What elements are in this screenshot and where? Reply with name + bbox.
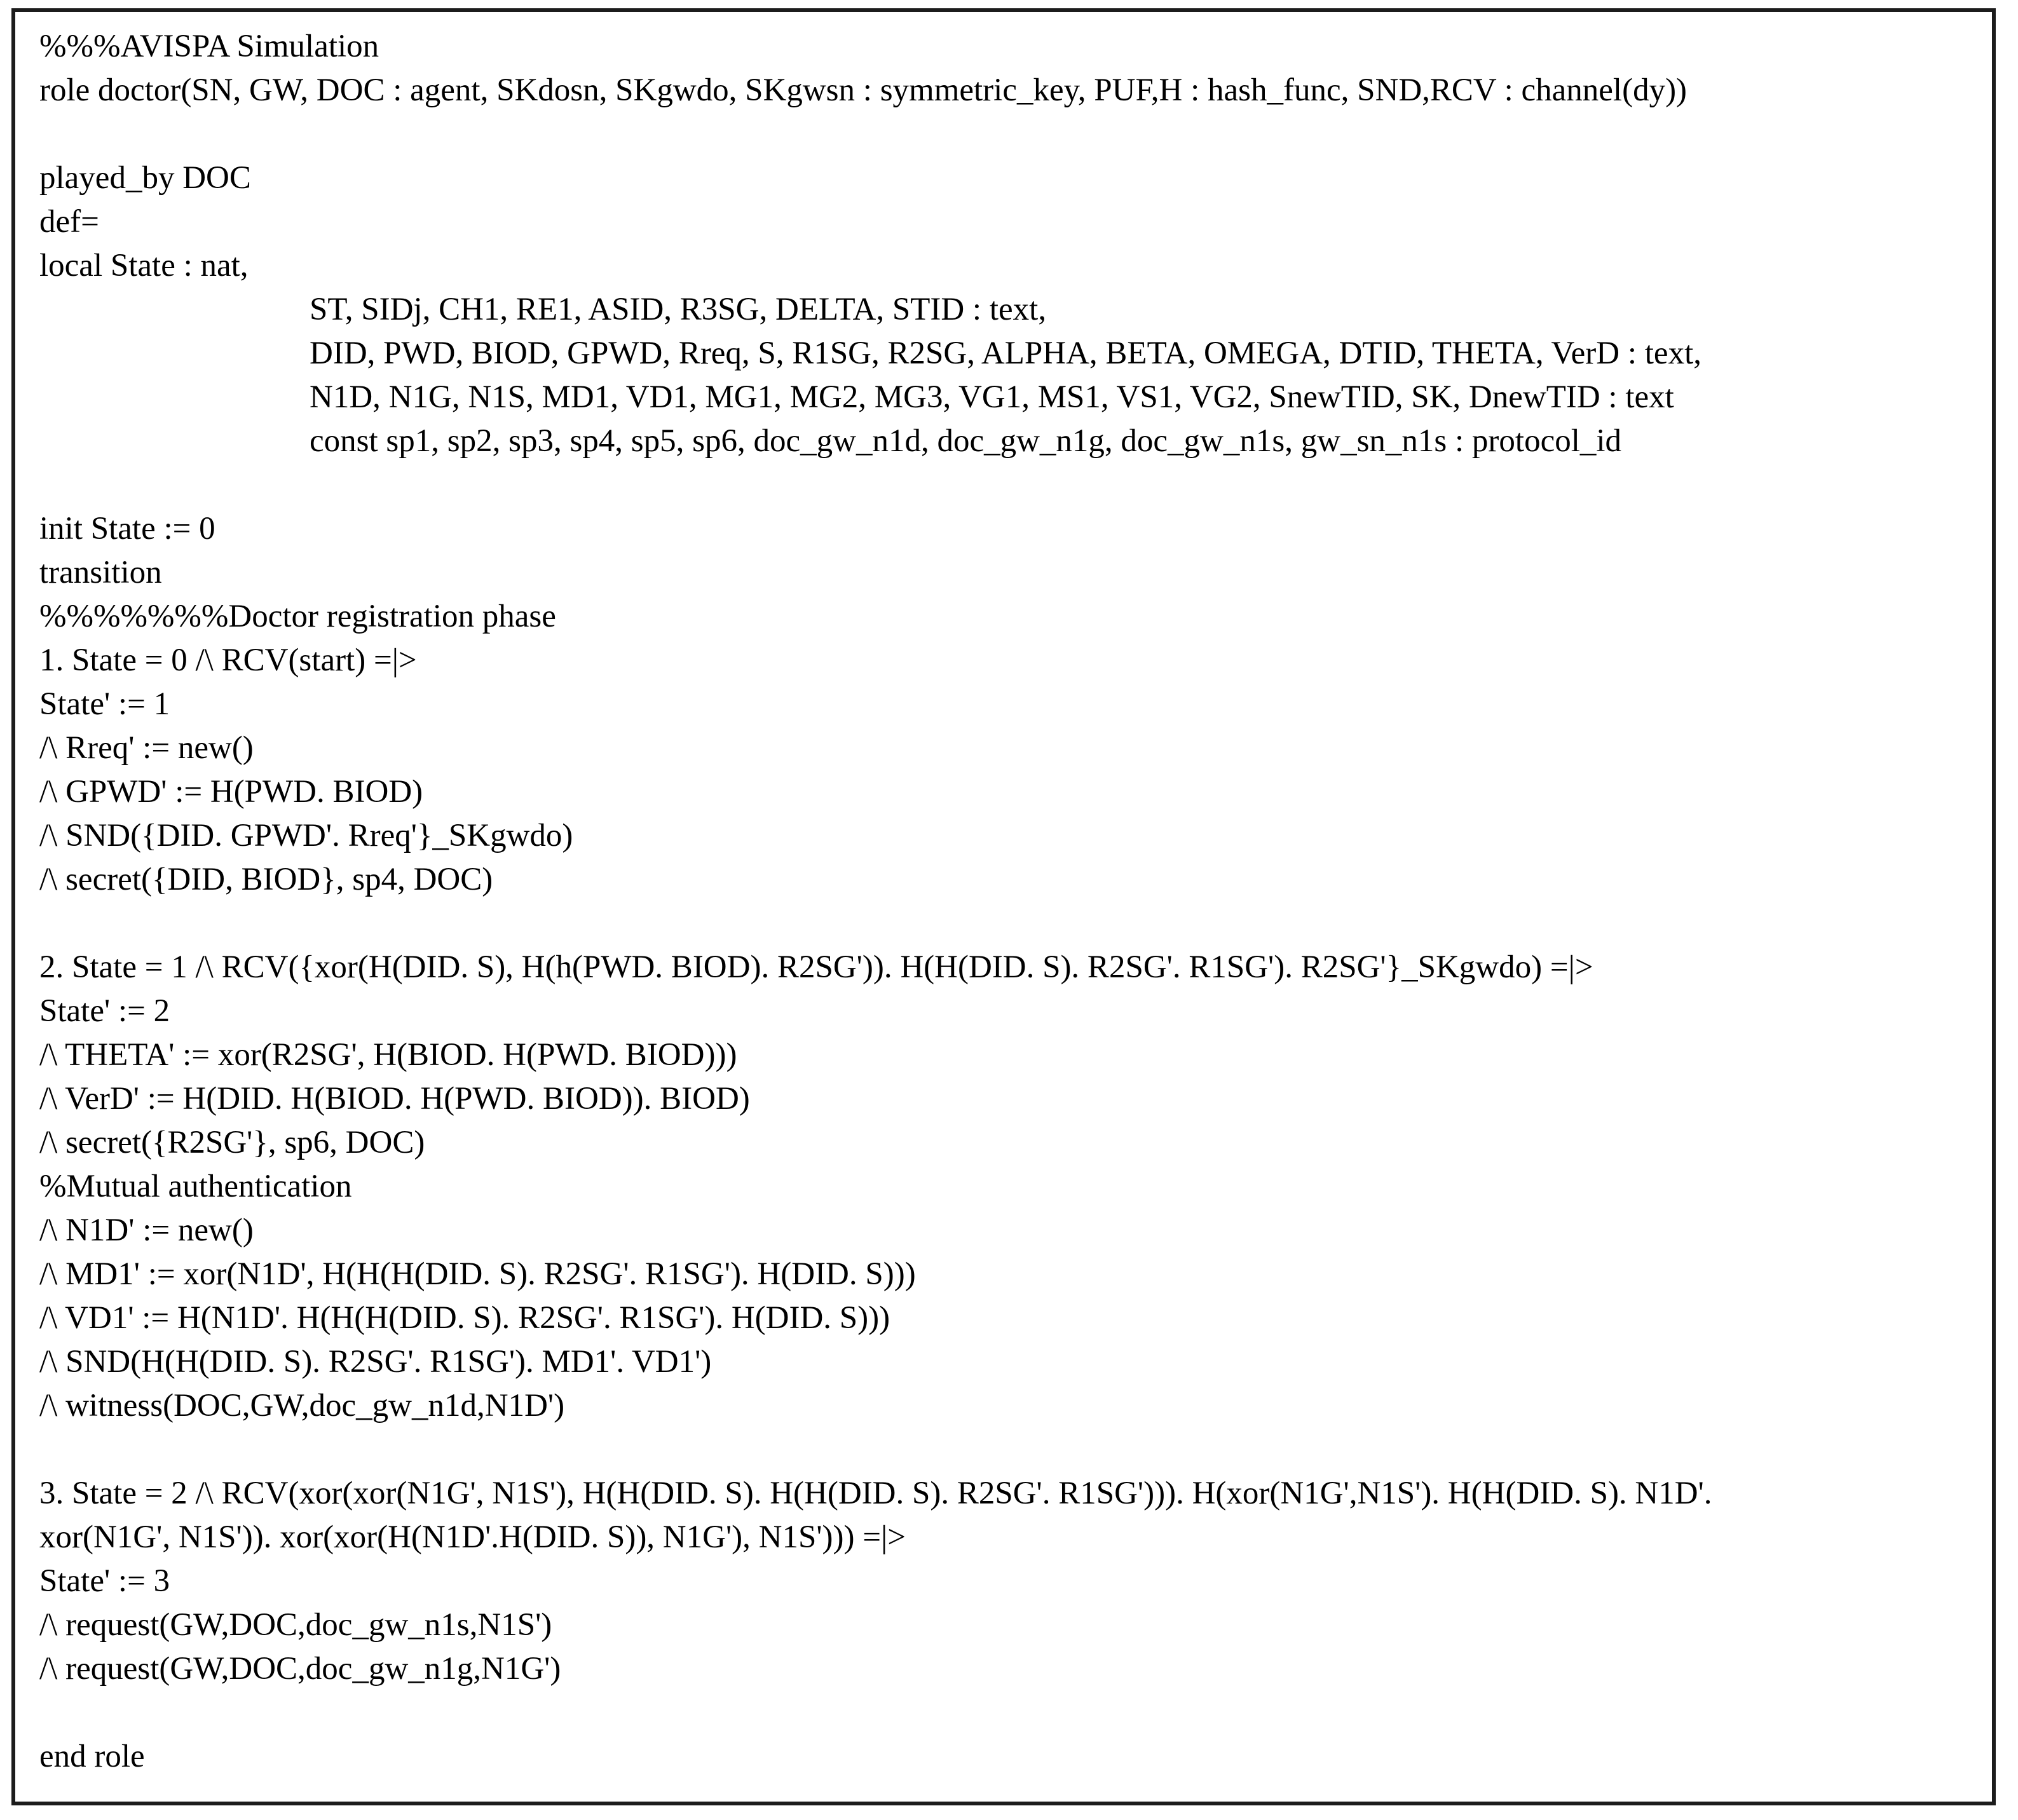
code-line: /\ secret({DID, BIOD}, sp4, DOC) [39, 862, 493, 897]
code-line: 2. State = 1 /\ RCV({xor(H(DID. S), H(h(PWD. BIOD). R2SG')). H(H(DID. S). R2SG'. R1SG'). R2SG'}_SKgwdo) =|> [39, 949, 1593, 985]
code-line: played_by DOC [39, 160, 251, 196]
code-line: %%%AVISPA Simulation [39, 29, 379, 64]
code-line: /\ Rreq' := new() [39, 730, 254, 766]
code-line: /\ MD1' := xor(N1D', H(H(H(DID. S). R2SG'. R1SG'). H(DID. S))) [39, 1256, 916, 1292]
code-line: /\ N1D' := new() [39, 1212, 254, 1248]
code-line: /\ VD1' := H(N1D'. H(H(H(DID. S). R2SG'. R1SG'). H(DID. S))) [39, 1300, 890, 1336]
code-line: ST, SIDj, CH1, RE1, ASID, R3SG, DELTA, STID : text, [310, 292, 1047, 327]
code-line: def= [39, 204, 99, 240]
code-line: /\ request(GW,DOC,doc_gw_n1s,N1S') [39, 1607, 552, 1643]
code-line: role doctor(SN, GW, DOC : agent, SKdosn, SKgwdo, SKgwsn : symmetric_key, PUF,H : hash_func, SND,RCV : channel(dy)) [39, 72, 1687, 108]
code-line: State' := 3 [39, 1563, 170, 1599]
code-line: const sp1, sp2, sp3, sp4, sp5, sp6, doc_gw_n1d, doc_gw_n1g, doc_gw_n1s, gw_sn_n1s : protocol_id [310, 423, 1622, 459]
code-line: State' := 1 [39, 686, 170, 722]
code-line: /\ SND({DID. GPWD'. Rreq'}_SKgwdo) [39, 818, 573, 853]
code-line: 3. State = 2 /\ RCV(xor(xor(N1G', N1S'), H(H(DID. S). H(H(DID. S). R2SG'. R1SG'))). H(xor(N1G',N1S'). H(H(DID. S). N1D'. [39, 1476, 1712, 1511]
code-line [39, 1691, 1986, 1735]
code-line [39, 463, 1986, 507]
code-block [39, 25, 1986, 1779]
code-line [39, 1428, 1986, 1472]
code-line: %%%%%%%Doctor registration phase [39, 599, 556, 634]
code-line: /\ GPWD' := H(PWD. BIOD) [39, 774, 423, 810]
code-line [39, 112, 1986, 156]
code-line: /\ THETA' := xor(R2SG', H(BIOD. H(PWD. BIOD))) [39, 1037, 737, 1073]
code-line: DID, PWD, BIOD, GPWD, Rreq, S, R1SG, R2SG, ALPHA, BETA, OMEGA, DTID, THETA, VerD : text, [310, 336, 1701, 371]
code-line: N1D, N1G, N1S, MD1, VD1, MG1, MG2, MG3, VG1, MS1, VS1, VG2, SnewTID, SK, DnewTID : text [310, 379, 1674, 415]
code-line: /\ VerD' := H(DID. H(BIOD. H(PWD. BIOD)). BIOD) [39, 1081, 750, 1117]
code-line: local State : nat, [39, 248, 249, 283]
code-line: /\ request(GW,DOC,doc_gw_n1g,N1G') [39, 1651, 561, 1687]
code-line: xor(N1G', N1S')). xor(xor(H(N1D'.H(DID. S)), N1G'), N1S'))) =|> [39, 1519, 906, 1555]
code-listing-frame [11, 8, 1996, 1805]
code-line: /\ SND(H(H(DID. S). R2SG'. R1SG'). MD1'. VD1') [39, 1344, 712, 1380]
code-line: init State := 0 [39, 511, 215, 547]
code-line: %Mutual authentication [39, 1169, 352, 1204]
code-line: end role [39, 1739, 145, 1774]
code-line [39, 902, 1986, 946]
code-line: transition [39, 555, 162, 590]
code-line: State' := 2 [39, 993, 170, 1029]
code-line: /\ witness(DOC,GW,doc_gw_n1d,N1D') [39, 1388, 565, 1423]
code-line: 1. State = 0 /\ RCV(start) =|> [39, 642, 417, 678]
code-line: /\ secret({R2SG'}, sp6, DOC) [39, 1125, 425, 1160]
